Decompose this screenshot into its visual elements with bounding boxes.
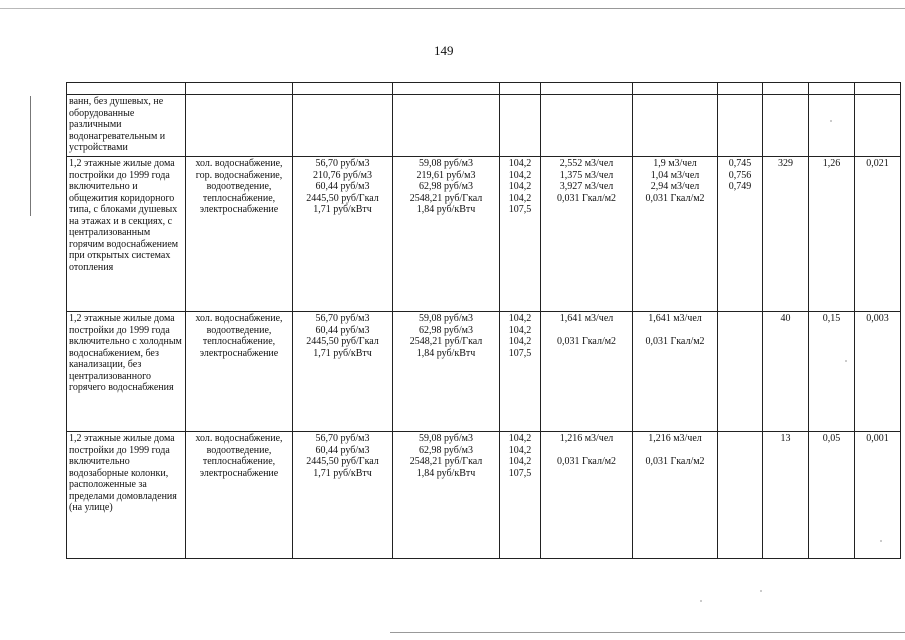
- scan-top-edge: [0, 8, 905, 9]
- count-cell: 13: [763, 432, 809, 559]
- services-cell: хол. водоснабжение, гор. водоснабжение, водоотведение, теплоснабжение, электроснабжение: [186, 157, 293, 312]
- share-b-cell: 0,001: [855, 432, 901, 559]
- tariffs-a-cell: 56,70 руб/м3 60,44 руб/м3 2445,50 руб/Гкал 1,71 руб/кВтч: [293, 432, 393, 559]
- tariff-table-wrapper: [66, 82, 901, 559]
- tariff-table: [66, 82, 901, 559]
- table-row-continuation: [67, 95, 901, 157]
- tariffs-a-cell: 56,70 руб/м3 210,76 руб/м3 60,44 руб/м3 2445,50 руб/Гкал 1,71 руб/кВтч: [293, 157, 393, 312]
- indices-cell: 104,2 104,2 104,2 107,5: [500, 312, 541, 432]
- scan-bottom-edge: [390, 632, 905, 633]
- scan-noise: [700, 600, 702, 602]
- norms-b-cell: 1,641 м3/чел 0,031 Гкал/м2: [633, 312, 718, 432]
- share-a-cell: 1,26: [809, 157, 855, 312]
- coefficients-cell: 0,745 0,756 0,749: [718, 157, 763, 312]
- share-b-cell: 0,021: [855, 157, 901, 312]
- indices-cell: 104,2 104,2 104,2 107,5: [500, 432, 541, 559]
- indices-cell: 104,2 104,2 104,2 104,2 107,5: [500, 157, 541, 312]
- scan-noise: [760, 590, 762, 592]
- row-description: 1,2 этажные жилые дома постройки до 1999 года включительно и общежития коридорного типа, с блоками душевых на этажах и в секциях, с централизованным горячим водоснабжением при открытых системах отопления: [67, 157, 186, 312]
- scan-noise: [845, 360, 847, 362]
- table-header-stub: [67, 83, 901, 95]
- share-a-cell: 0,15: [809, 312, 855, 432]
- table-row: [67, 312, 901, 432]
- norms-b-cell: 1,216 м3/чел 0,031 Гкал/м2: [633, 432, 718, 559]
- share-b-cell: 0,003: [855, 312, 901, 432]
- row-description: 1,2 этажные жилые дома постройки до 1999 года включительно с холодным водоснабжением, без канализации, без централизованного горячего водоснабжения: [67, 312, 186, 432]
- count-cell: 40: [763, 312, 809, 432]
- share-a-cell: 0,05: [809, 432, 855, 559]
- norms-b-cell: 1,9 м3/чел 1,04 м3/чел 2,94 м3/чел 0,031 Гкал/м2: [633, 157, 718, 312]
- count-cell: 329: [763, 157, 809, 312]
- table-row: [67, 432, 901, 559]
- row-description: 1,2 этажные жилые дома постройки до 1999 года включительно водозаборные колонки, расположенные за пределами домовладения (на улице): [67, 432, 186, 559]
- scan-margin-mark: [30, 96, 31, 216]
- tariffs-a-cell: 56,70 руб/м3 60,44 руб/м3 2445,50 руб/Гкал 1,71 руб/кВтч: [293, 312, 393, 432]
- tariffs-b-cell: 59,08 руб/м3 219,61 руб/м3 62,98 руб/м3 2548,21 руб/Гкал 1,84 руб/кВтч: [393, 157, 500, 312]
- services-cell: хол. водоснабжение, водоотведение, теплоснабжение, электроснабжение: [186, 432, 293, 559]
- norms-a-cell: 2,552 м3/чел 1,375 м3/чел 3,927 м3/чел 0,031 Гкал/м2: [541, 157, 633, 312]
- norms-a-cell: 1,641 м3/чел 0,031 Гкал/м2: [541, 312, 633, 432]
- row-description: ванн, без душевых, не оборудованные различными водонагревательным и устройствами: [67, 95, 186, 157]
- tariffs-b-cell: 59,08 руб/м3 62,98 руб/м3 2548,21 руб/Гкал 1,84 руб/кВтч: [393, 312, 500, 432]
- services-cell: хол. водоснабжение, водоотведение, теплоснабжение, электроснабжение: [186, 312, 293, 432]
- scan-noise: [880, 540, 882, 542]
- scan-noise: [830, 120, 832, 122]
- norms-a-cell: 1,216 м3/чел 0,031 Гкал/м2: [541, 432, 633, 559]
- tariffs-b-cell: 59,08 руб/м3 62,98 руб/м3 2548,21 руб/Гкал 1,84 руб/кВтч: [393, 432, 500, 559]
- page-number: 149: [434, 43, 454, 58]
- table-row: [67, 157, 901, 312]
